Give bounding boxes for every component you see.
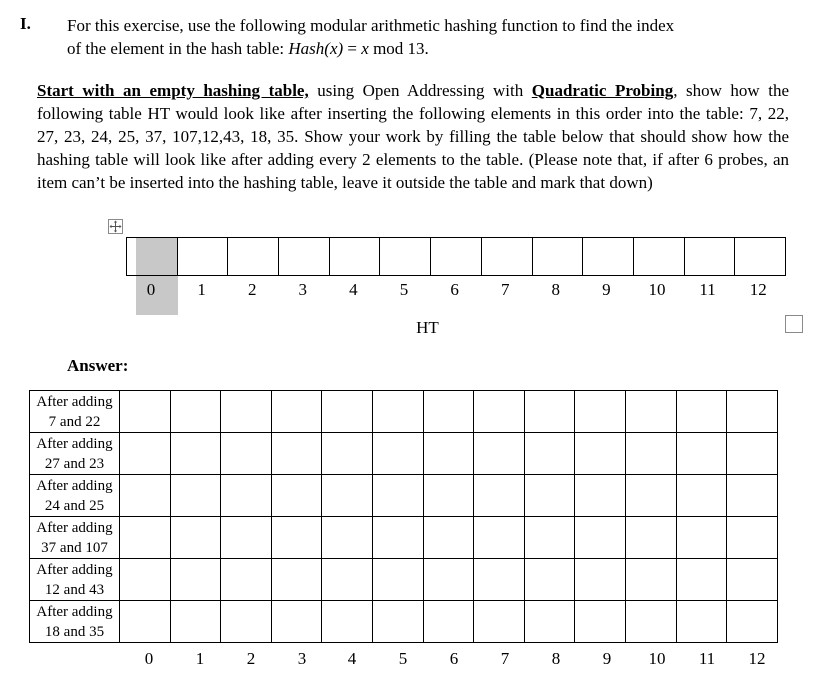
answer-cell[interactable] xyxy=(474,517,525,559)
answer-cell[interactable] xyxy=(625,475,676,517)
answer-cell[interactable] xyxy=(271,601,322,643)
answer-row xyxy=(30,517,778,559)
answer-cell[interactable] xyxy=(322,601,373,643)
answer-cell[interactable] xyxy=(727,559,778,601)
answer-cell[interactable] xyxy=(170,517,221,559)
ht-slot-1[interactable] xyxy=(177,238,228,276)
ht-index-2: 2 xyxy=(247,280,257,299)
answer-row-label-line-1: After adding xyxy=(36,393,113,410)
answer-cell[interactable] xyxy=(575,391,626,433)
answer-cell[interactable] xyxy=(727,433,778,475)
answer-cell[interactable] xyxy=(221,475,272,517)
answer-cell[interactable] xyxy=(423,433,474,475)
ht-slot-11[interactable] xyxy=(684,238,735,276)
quadratic-probing-phrase: Quadratic Probing xyxy=(531,81,674,100)
hash-equals: = xyxy=(343,39,362,58)
answer-row-label xyxy=(30,559,120,601)
answer-row xyxy=(30,433,778,475)
answer-cell[interactable] xyxy=(271,433,322,475)
hash-variable: x xyxy=(361,39,369,58)
ht-slot-9[interactable] xyxy=(583,238,634,276)
answer-row-label-line-2: 24 and 25 xyxy=(44,497,105,514)
ht-slot-4[interactable] xyxy=(329,238,380,276)
answer-cell[interactable] xyxy=(372,559,423,601)
answer-row-label xyxy=(30,391,120,433)
answer-cell[interactable] xyxy=(524,475,575,517)
answer-row-label-line-2: 37 and 107 xyxy=(41,539,108,556)
hash-function-name: Hash(x) xyxy=(288,39,344,58)
ht-slot-10[interactable] xyxy=(633,238,684,276)
answer-cell[interactable] xyxy=(575,517,626,559)
table-move-handle-icon[interactable] xyxy=(108,219,123,234)
answer-cell[interactable] xyxy=(423,475,474,517)
answer-index-12: 12 xyxy=(748,649,766,668)
start-empty-phrase: Start with an empty hashing table, xyxy=(37,81,309,100)
answer-cell[interactable] xyxy=(221,391,272,433)
answer-cell[interactable] xyxy=(575,433,626,475)
answer-cell[interactable] xyxy=(372,433,423,475)
ht-index-9: 9 xyxy=(602,280,611,299)
answer-row-label xyxy=(30,475,120,517)
answer-cell[interactable] xyxy=(524,601,575,643)
answer-cell[interactable] xyxy=(676,391,727,433)
answer-cell[interactable] xyxy=(524,391,575,433)
answer-cell[interactable] xyxy=(676,517,727,559)
answer-row-label-line-1: After adding xyxy=(36,477,113,494)
ht-index-3: 3 xyxy=(298,280,308,299)
answer-index-1: 1 xyxy=(195,649,205,668)
answer-cell[interactable] xyxy=(120,391,171,433)
answer-cell[interactable] xyxy=(423,559,474,601)
ht-slot-12[interactable] xyxy=(735,238,786,276)
answer-cell[interactable] xyxy=(221,433,272,475)
answer-row-label-line-2: 18 and 35 xyxy=(44,623,105,640)
paragraph-part-1: using Open Addressing with xyxy=(308,81,532,100)
answer-index-0: 0 xyxy=(144,649,154,668)
answer-index-7: 7 xyxy=(500,649,510,668)
ht-slot-3[interactable] xyxy=(279,238,330,276)
answer-index-8: 8 xyxy=(551,649,561,668)
answer-cell[interactable] xyxy=(170,601,221,643)
answer-cell[interactable] xyxy=(727,601,778,643)
checkbox-icon[interactable] xyxy=(785,315,803,333)
ht-label: HT xyxy=(416,318,439,337)
answer-row-label-line-1: After adding xyxy=(36,603,113,620)
ht-slot-2[interactable] xyxy=(228,238,279,276)
answer-cell[interactable] xyxy=(575,475,626,517)
answer-cell[interactable] xyxy=(524,433,575,475)
answer-cell[interactable] xyxy=(727,475,778,517)
ht-index-7: 7 xyxy=(500,280,510,299)
answer-cell[interactable] xyxy=(322,559,373,601)
ht-index-0: 0 xyxy=(146,280,156,299)
answer-cell[interactable] xyxy=(120,433,171,475)
answer-cell[interactable] xyxy=(474,433,525,475)
answer-cell[interactable] xyxy=(120,601,171,643)
answer-cell[interactable] xyxy=(120,559,171,601)
question-number: I. xyxy=(20,14,31,33)
answer-cell[interactable] xyxy=(524,517,575,559)
answer-cell[interactable] xyxy=(322,391,373,433)
answer-cell[interactable] xyxy=(170,559,221,601)
answer-cell[interactable] xyxy=(372,391,423,433)
hash-modulus: mod 13. xyxy=(368,39,429,58)
answer-row-label-line-2: 12 and 43 xyxy=(44,581,105,598)
answer-cell[interactable] xyxy=(271,517,322,559)
answer-index-11: 11 xyxy=(698,649,716,668)
answer-cell[interactable] xyxy=(271,559,322,601)
ht-index-10: 10 xyxy=(648,280,666,299)
question-line-1: For this exercise, use the following modular arithmetic hashing function to find the index xyxy=(67,16,675,35)
answer-cell[interactable] xyxy=(221,517,272,559)
answer-cell[interactable] xyxy=(221,559,272,601)
answer-cell[interactable] xyxy=(625,517,676,559)
answer-cell[interactable] xyxy=(727,391,778,433)
answer-cell[interactable] xyxy=(372,517,423,559)
answer-cell[interactable] xyxy=(120,475,171,517)
answer-row-label-line-1: After adding xyxy=(36,519,113,536)
answer-row-label xyxy=(30,517,120,559)
answer-index-5: 5 xyxy=(398,649,408,668)
answer-index-9: 9 xyxy=(602,649,612,668)
answer-label: Answer: xyxy=(67,356,129,375)
ht-slot-6[interactable] xyxy=(431,238,482,276)
answer-cell[interactable] xyxy=(372,601,423,643)
answer-row xyxy=(30,391,778,433)
answer-cell[interactable] xyxy=(170,391,221,433)
answer-cell[interactable] xyxy=(423,601,474,643)
answer-row-label xyxy=(30,601,120,643)
answer-index-10: 10 xyxy=(648,649,666,668)
answer-cell[interactable] xyxy=(524,559,575,601)
answer-index-4: 4 xyxy=(347,649,357,668)
answer-row xyxy=(30,475,778,517)
hash-table-ht xyxy=(126,237,786,276)
answer-row-label-line-1: After adding xyxy=(36,561,113,578)
answer-cell[interactable] xyxy=(120,517,171,559)
ht-index-11: 11 xyxy=(699,280,716,299)
answer-cell[interactable] xyxy=(271,475,322,517)
answer-cell[interactable] xyxy=(322,475,373,517)
answer-cell[interactable] xyxy=(727,517,778,559)
answer-cell[interactable] xyxy=(474,391,525,433)
answer-index-row xyxy=(126,649,784,671)
instruction-paragraph xyxy=(37,79,789,194)
answer-cell[interactable] xyxy=(322,433,373,475)
answer-row-label-line-2: 7 and 22 xyxy=(48,413,101,430)
answer-cell[interactable] xyxy=(625,559,676,601)
answer-row-label-line-2: 27 and 23 xyxy=(44,455,105,472)
answer-cell[interactable] xyxy=(625,601,676,643)
answer-cell[interactable] xyxy=(625,433,676,475)
answer-cell[interactable] xyxy=(474,559,525,601)
question-line-2-prefix: of the element in the hash table: xyxy=(67,39,289,58)
answer-index-6: 6 xyxy=(449,649,459,668)
answer-row xyxy=(30,559,778,601)
answer-cell[interactable] xyxy=(575,559,626,601)
answer-cell[interactable] xyxy=(322,517,373,559)
answer-cell[interactable] xyxy=(676,433,727,475)
answer-cell[interactable] xyxy=(474,601,525,643)
ht-index-4: 4 xyxy=(349,280,358,299)
answer-cell[interactable] xyxy=(676,601,727,643)
answer-cell[interactable] xyxy=(170,433,221,475)
ht-index-1: 1 xyxy=(197,280,206,299)
answer-row-label-line-1: After adding xyxy=(36,435,113,452)
answer-row xyxy=(30,601,778,643)
ht-index-6: 6 xyxy=(450,280,459,299)
answer-cell[interactable] xyxy=(221,601,272,643)
ht-index-row xyxy=(126,280,784,302)
ht-slot-0[interactable] xyxy=(127,238,178,276)
answer-cell[interactable] xyxy=(474,475,525,517)
answer-cell[interactable] xyxy=(625,391,676,433)
ht-index-12: 12 xyxy=(749,280,767,299)
ht-slot-5[interactable] xyxy=(380,238,431,276)
ht-index-8: 8 xyxy=(551,280,561,299)
question-line-2 xyxy=(67,37,827,60)
answer-cell[interactable] xyxy=(575,601,626,643)
answer-index-2: 2 xyxy=(246,649,256,668)
ht-index-5: 5 xyxy=(399,280,409,299)
answer-cell[interactable] xyxy=(170,475,221,517)
answer-row-label xyxy=(30,433,120,475)
answer-index-3: 3 xyxy=(297,649,307,668)
answer-cell[interactable] xyxy=(676,559,727,601)
answer-table xyxy=(29,390,778,643)
ht-slot-8[interactable] xyxy=(532,238,583,276)
answer-cell[interactable] xyxy=(372,475,423,517)
question-text xyxy=(67,14,827,60)
hash-table-row xyxy=(127,238,786,276)
answer-cell[interactable] xyxy=(423,517,474,559)
ht-slot-7[interactable] xyxy=(481,238,532,276)
answer-cell[interactable] xyxy=(423,391,474,433)
answer-cell[interactable] xyxy=(676,475,727,517)
paragraph-part-2: , show how the following table HT would look like after inserting the following elements in this order into the table: 7, 22, 27, 23, 24, 25, 37, 107,12,43, 18, 35. Show your work by filling the table below that should show how the hashing table will look like after adding every 2 elements to the table. (Please note that, if after 6 probes, an item can’t be inserted into the hashing table, leave it outside the table and mark that down) xyxy=(37,81,789,192)
answer-cell[interactable] xyxy=(271,391,322,433)
